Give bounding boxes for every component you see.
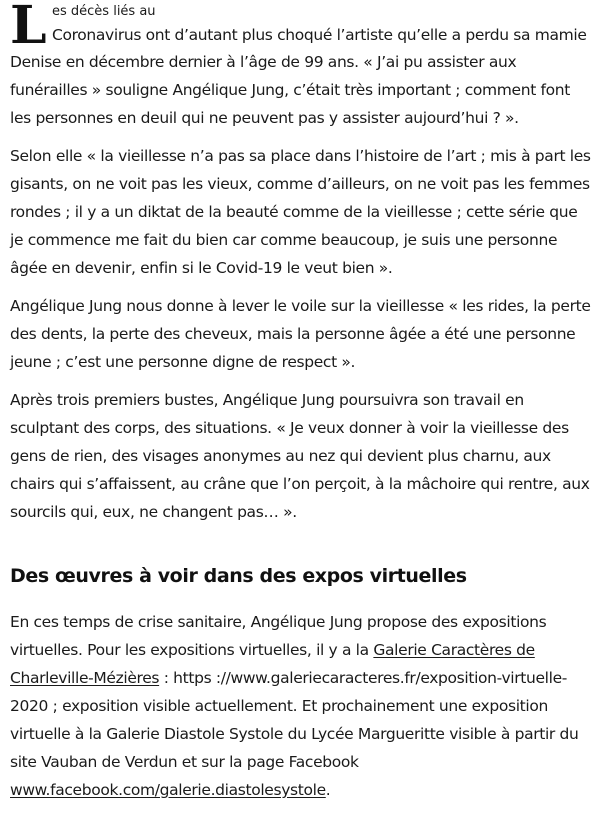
paragraph-2: Selon elle « la vieillesse n’a pas sa place dans l’histoire de l’art ; mis à part les gisants, on ne voit pas les vieux, comme d’ailleurs, on ne voit pas les femmes rondes ; il y a un diktat de la beauté comme de la vieillesse ; cette série que je commence me fait du bien car comme beaucoup, je suis une personne âgée en devenir, enfin si le Covid-19 le veut bien ». (10, 147, 591, 277)
galerie-caracteres-link[interactable]: Galerie Caractères de Charleville-Mézières (10, 641, 535, 687)
drop-cap: L (10, 0, 47, 56)
paragraph-4: Après trois premiers bustes, Angélique Jung poursuivra son travail en sculptant des corps, des situations. « Je veux donner à voir la vieillesse des gens de rien, des visages anonymes au nez qui devient plus charnu, aux chairs qui s’affaissent, au crâne que l’on perçoit, à la mâchoire qui rentre, aux sourcils qui, eux, ne changent pas… ». (10, 391, 590, 521)
facebook-link[interactable]: www.facebook.com/galerie.diastolesystole (10, 781, 326, 799)
drop-cap-lines (10, 0, 594, 56)
article-body (10, 0, 594, 804)
section-heading: Des œuvres à voir dans des expos virtuelles (10, 565, 467, 587)
paragraph-5-end: . (325, 781, 331, 799)
paragraph-1-line-2: Coronavirus ont d’autant plus choqué l’artiste qu’elle a perdu sa mamie (52, 26, 587, 44)
paragraph-5-mid: : https ://www.galeriecaracteres.fr/exposition-virtuelle-2020 ; exposition visible actuellement. Et prochainement une exposition virtuelle à la Galerie Diastole Systole du Lycée Margueritte visible à partir du site Vauban de Verdun et sur la page Facebook (10, 669, 579, 771)
paragraph-1-line-1: es décès liés au (52, 4, 156, 19)
paragraph-3: Angélique Jung nous donne à lever le voile sur la vieillesse « les rides, la perte des dents, la perte des cheveux, mais la personne âgée a été une personne jeune ; c’est une personne digne de respect ». (10, 297, 591, 371)
paragraph-5-start: En ces temps de crise sanitaire, Angélique Jung propose des expositions virtuelles. Pour les expositions virtuelles, il y a la (10, 613, 547, 659)
paragraph-5 (10, 608, 594, 804)
paragraph-1 (10, 0, 594, 132)
paragraph-1-rest: Denise en décembre dernier à l’âge de 99 ans. « J’ai pu assister aux funérailles » souligne Angélique Jung, c’était très important ; comment font les personnes en deuil qui ne peuvent pas y assister aujourd’hui ? ». (10, 53, 570, 127)
